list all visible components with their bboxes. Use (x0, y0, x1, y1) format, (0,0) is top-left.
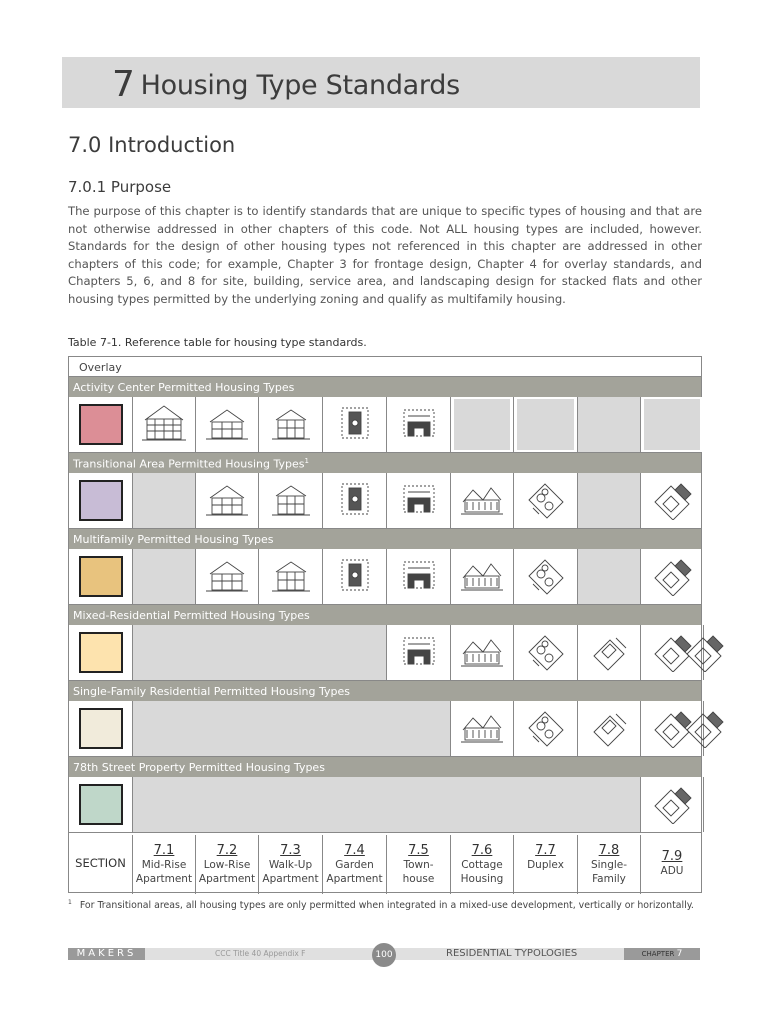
section-number-link[interactable]: 7.5 (408, 843, 429, 858)
housing-type-name: Duplex (527, 859, 564, 871)
low-housing-illustration-icon (204, 554, 250, 600)
permitted-cell (386, 549, 450, 604)
permitted-cell (703, 625, 704, 680)
permitted-cell (386, 473, 450, 528)
not-permitted-cell (132, 701, 450, 756)
band-label: Activity Center Permitted Housing Types (73, 381, 295, 394)
permitted-cell (386, 397, 450, 452)
overlay-swatch-cell (69, 473, 132, 528)
band-5 (69, 681, 701, 701)
not-permitted-cell (577, 397, 640, 452)
overlay-header: Overlay (69, 357, 701, 377)
permitted-cell (513, 625, 577, 680)
overlay-color-swatch (79, 784, 123, 825)
permitted-cell (577, 625, 640, 680)
housing-type-name: Single- (590, 859, 628, 871)
footer-code-ref: CCC Title 40 Appendix F (215, 949, 306, 958)
chapter-title (112, 62, 460, 103)
overlay-row (69, 473, 701, 529)
town-housing-illustration-icon (396, 554, 442, 600)
overlay-swatch-cell (69, 777, 132, 832)
town-housing-illustration-icon (396, 630, 442, 676)
housing-type-name: Family (592, 873, 626, 885)
section-cell[interactable] (195, 835, 258, 894)
overlay-row (69, 777, 701, 833)
band-1 (69, 377, 701, 397)
cottage-housing-illustration-icon (459, 554, 505, 600)
overlay-color-swatch (79, 480, 123, 521)
band-6 (69, 757, 701, 777)
chapter-number: 7 (112, 64, 135, 105)
section-cell[interactable] (450, 835, 513, 894)
footer-chapter-number: 7 (676, 949, 683, 959)
section-cell[interactable] (577, 835, 640, 894)
overlay-row (69, 549, 701, 605)
table-caption: Table 7-1. Reference table for housing type standards. (68, 336, 367, 349)
permitted-cell (513, 701, 577, 756)
section-label-cell (69, 835, 132, 894)
permitted-cell (450, 625, 513, 680)
section-cell[interactable] (132, 835, 195, 894)
sf-housing-illustration-icon (586, 630, 632, 676)
housing-type-name: Garden (335, 859, 374, 871)
section-number-link[interactable]: 7.8 (598, 843, 620, 858)
band-footnote-marker: 1 (304, 457, 309, 465)
purpose-subheading: 7.0.1 Purpose (68, 178, 172, 196)
permitted-cell (640, 549, 703, 604)
walk-housing-illustration-icon (268, 402, 314, 448)
garden-housing-illustration-icon (332, 554, 378, 600)
section-cell[interactable] (513, 835, 577, 894)
permitted-cell (640, 473, 703, 528)
permitted-cell (195, 397, 258, 452)
adu-housing-illustration-icon (649, 554, 695, 600)
not-permitted-cell (132, 777, 640, 832)
page-number: 100 (372, 943, 396, 967)
low-housing-illustration-icon (204, 402, 250, 448)
not-permitted-cell (132, 625, 386, 680)
housing-type-name: house (402, 873, 435, 885)
band-label: Transitional Area Permitted Housing Types (73, 457, 305, 471)
reference-table (68, 356, 702, 893)
not-permitted-cell (132, 549, 195, 604)
permitted-cell (132, 397, 195, 452)
section-number-link[interactable]: 7.2 (216, 843, 238, 858)
band-2 (69, 453, 701, 473)
not-permitted-cell (640, 397, 703, 452)
not-permitted-cell (513, 397, 577, 452)
permitted-cell (450, 473, 513, 528)
band-label: Mixed-Residential Permitted Housing Types (73, 609, 310, 622)
low-housing-illustration-icon (204, 478, 250, 524)
section-row (69, 835, 701, 894)
mid-housing-illustration-icon (141, 402, 187, 448)
table-footnote (68, 899, 694, 911)
section-cell[interactable] (386, 835, 450, 894)
garden-housing-illustration-icon (332, 402, 378, 448)
band-4 (69, 605, 701, 625)
band-label: Single-Family Residential Permitted Housing Types (73, 685, 350, 698)
housing-type-name: Low-Rise (203, 859, 251, 871)
duplex-housing-illustration-icon (523, 706, 569, 752)
adu-housing-illustration-icon (649, 478, 695, 524)
permitted-cell (258, 397, 322, 452)
intro-heading: 7.0 Introduction (68, 133, 236, 157)
duplex-housing-illustration-icon (523, 554, 569, 600)
housing-type-name: Cottage (461, 859, 503, 871)
town-housing-illustration-icon (396, 478, 442, 524)
overlay-swatch-cell (69, 397, 132, 452)
section-cell[interactable] (258, 835, 322, 894)
footer-section-title: RESIDENTIAL TYPOLOGIES (446, 948, 578, 959)
town-housing-illustration-icon (396, 402, 442, 448)
permitted-cell (577, 701, 640, 756)
housing-type-name: ADU (660, 865, 684, 877)
permitted-cell (513, 549, 577, 604)
footer-brand: MAKERS (68, 948, 145, 960)
footnote-text: For Transitional areas, all housing types are only permitted when integrated in a mixed-use development, vertically or horizontally. (79, 900, 694, 912)
band-label: Multifamily Permitted Housing Types (73, 533, 274, 546)
permitted-cell (703, 701, 704, 756)
undefined-housing-illustration-icon (681, 630, 727, 676)
overlay-swatch-cell (69, 701, 132, 756)
permitted-cell (450, 549, 513, 604)
not-permitted-cell (450, 397, 513, 452)
section-number-link[interactable]: 7.4 (344, 843, 365, 858)
not-permitted-cell (703, 777, 704, 832)
not-permitted-cell (577, 473, 640, 528)
garden-housing-illustration-icon (332, 478, 378, 524)
section-label: SECTION (75, 856, 126, 870)
section-number-link[interactable]: 7.9 (661, 849, 683, 864)
overlay-swatch-cell (69, 549, 132, 604)
permitted-cell (322, 473, 386, 528)
overlay-row (69, 701, 701, 757)
housing-type-name: Apartment (198, 873, 256, 885)
overlay-row (69, 397, 701, 453)
overlay-color-swatch (79, 556, 123, 597)
adu-housing-illustration-icon (649, 782, 695, 828)
section-number-link[interactable]: 7.1 (153, 843, 175, 858)
band-3 (69, 529, 701, 549)
permitted-cell (513, 473, 577, 528)
permitted-cell (386, 625, 450, 680)
permitted-cell (322, 549, 386, 604)
housing-type-name: Apartment (326, 873, 383, 885)
duplex-housing-illustration-icon (523, 630, 569, 676)
overlay-color-swatch (79, 708, 123, 749)
permitted-cell (450, 701, 513, 756)
overlay-color-swatch (79, 632, 123, 673)
overlay-swatch-cell (69, 625, 132, 680)
housing-type-name: Walk-Up (268, 859, 313, 871)
section-cell[interactable] (322, 835, 386, 894)
purpose-body: The purpose of this chapter is to identify standards that are unique to specific types of housing and that are not otherwise addressed in other chapters of this code. Not ALL housing types are included, however. Standards for the design of other housing types not referenced in this chapter are addressed in other chapters of this code; for example, Chapter 3 for frontage design, Chapter 4 for overlay standards, and Chapters 5, 6, and 8 for site, building, service area, and landscaping design for stacked flats and other housing types permitted by the underlying zoning and qualify as multifamily housing. (68, 204, 702, 306)
housing-type-name: Apartment (262, 873, 319, 885)
section-cell[interactable] (640, 835, 703, 894)
duplex-housing-illustration-icon (523, 478, 569, 524)
permitted-cell (258, 473, 322, 528)
not-permitted-cell (132, 473, 195, 528)
permitted-cell (195, 549, 258, 604)
section-number-link[interactable]: 7.6 (471, 843, 493, 858)
walk-housing-illustration-icon (268, 478, 314, 524)
permitted-cell (195, 473, 258, 528)
cottage-housing-illustration-icon (459, 630, 505, 676)
walk-housing-illustration-icon (268, 554, 314, 600)
housing-type-name: Mid-Rise (141, 859, 187, 871)
footnote-marker: 1 (68, 899, 72, 906)
band-label: 78th Street Property Permitted Housing Types (73, 761, 325, 774)
overlay-color-swatch (79, 404, 123, 445)
housing-type-name: Housing (460, 873, 504, 885)
cottage-housing-illustration-icon (459, 478, 505, 524)
footer-chapter-tab (624, 948, 700, 960)
undefined-housing-illustration-icon (681, 706, 727, 752)
permitted-cell (322, 397, 386, 452)
chapter-title-text: Housing Type Standards (140, 70, 460, 101)
section-number-link[interactable]: 7.3 (280, 843, 301, 858)
permitted-cell (258, 549, 322, 604)
housing-type-name: Apartment (135, 873, 193, 885)
sf-housing-illustration-icon (586, 706, 632, 752)
housing-type-name: Town- (403, 859, 434, 871)
section-number-link[interactable]: 7.7 (535, 843, 556, 858)
overlay-row (69, 625, 701, 681)
permitted-cell (640, 777, 703, 832)
cottage-housing-illustration-icon (459, 706, 505, 752)
not-permitted-cell (577, 549, 640, 604)
footer-chapter-label: CHAPTER (641, 950, 675, 958)
